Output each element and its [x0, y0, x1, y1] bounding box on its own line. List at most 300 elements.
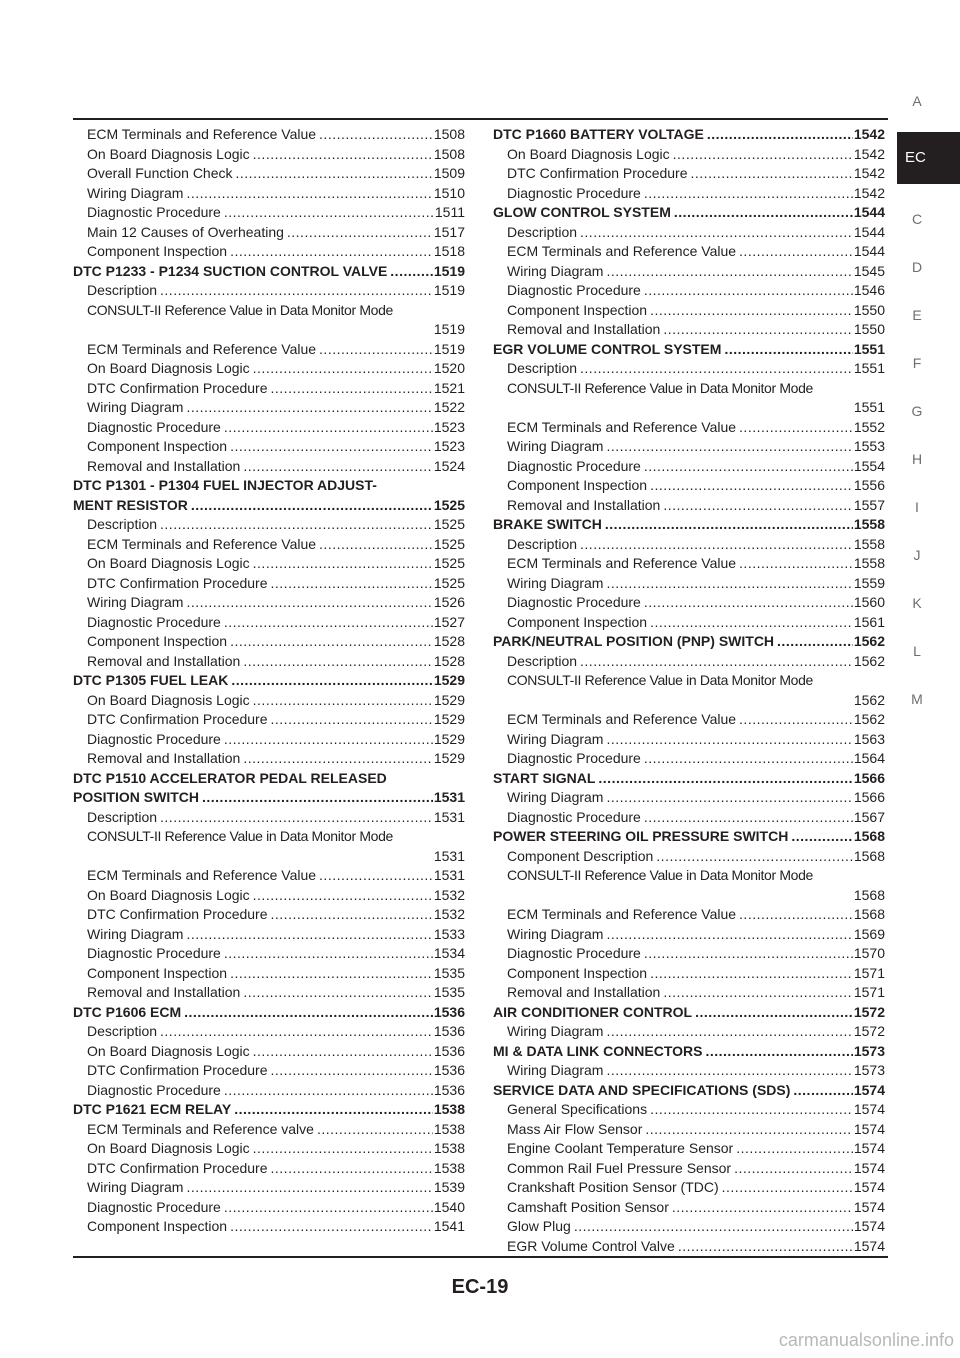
toc-page-number: 1518 — [433, 243, 465, 259]
dot-leader — [606, 574, 852, 594]
toc-entry-title: Component Inspection — [507, 477, 648, 493]
toc-page-number: 1526 — [433, 594, 465, 610]
toc-entry-title: Description — [507, 535, 578, 552]
toc-entry[interactable] — [73, 1159, 465, 1179]
toc-entry-title: Diagnostic Procedure — [507, 750, 641, 766]
toc-page-number: 1525 — [433, 535, 465, 552]
toc-entry-title: BRAKE SWITCH — [493, 516, 602, 532]
dot-leader — [672, 1198, 853, 1218]
dot-leader — [186, 184, 432, 204]
dot-leader — [793, 1081, 852, 1101]
dot-leader — [739, 242, 853, 262]
toc-entry[interactable] — [73, 866, 465, 886]
toc-page-number: 1532 — [433, 886, 465, 903]
dot-leader — [271, 1159, 433, 1179]
toc-right-column — [493, 125, 885, 1256]
section-tab-d[interactable]: D — [911, 259, 923, 275]
toc-entry[interactable] — [73, 983, 465, 1003]
dot-leader — [224, 613, 433, 633]
toc-entry[interactable] — [73, 301, 465, 340]
toc-entry-title: On Board Diagnosis Logic — [507, 145, 670, 162]
dot-leader — [224, 944, 433, 964]
toc-entry[interactable] — [493, 847, 885, 867]
dot-leader — [230, 1217, 433, 1237]
toc-entry[interactable] — [73, 905, 465, 925]
dot-leader — [243, 652, 433, 672]
toc-page-number: 1510 — [433, 184, 465, 201]
toc-entry-title: DTC Confirmation Procedure — [507, 165, 688, 181]
toc-entry[interactable] — [493, 1237, 885, 1257]
toc-entry-title: DTC P1621 ECM RELAY — [73, 1101, 232, 1117]
toc-entry-title: Wiring Diagram — [507, 1062, 604, 1078]
toc-page-number: 1521 — [433, 379, 465, 396]
section-tab-j[interactable]: J — [913, 547, 921, 563]
dot-leader — [644, 749, 853, 769]
toc-section-entry[interactable] — [73, 1100, 465, 1120]
toc-section-entry[interactable] — [493, 515, 885, 535]
toc-entry[interactable] — [73, 808, 465, 828]
section-tab-h[interactable]: H — [911, 451, 923, 467]
toc-entry[interactable] — [493, 1178, 885, 1198]
toc-entry[interactable] — [73, 886, 465, 906]
toc-entry-title: Diagnostic Procedure — [87, 945, 221, 961]
toc-entry-title: Wiring Diagram — [87, 594, 184, 610]
toc-entry[interactable] — [73, 554, 465, 574]
toc-entry[interactable] — [493, 866, 885, 905]
toc-page-number: 1552 — [853, 418, 885, 435]
toc-entry[interactable] — [73, 574, 465, 594]
toc-entry[interactable] — [73, 1042, 465, 1062]
toc-entry[interactable] — [493, 301, 885, 321]
dot-leader — [574, 1217, 853, 1237]
toc-page-number: 1554 — [853, 457, 885, 474]
toc-entry-title: Component Description — [507, 847, 654, 864]
toc-entry[interactable] — [73, 944, 465, 964]
toc-page-number: 1562 — [853, 711, 885, 727]
toc-entry[interactable] — [493, 145, 885, 165]
toc-entry[interactable] — [493, 983, 885, 1003]
dot-leader — [319, 866, 433, 886]
section-index-sidebar — [897, 92, 960, 738]
toc-entry-title: Component Inspection — [507, 301, 648, 318]
toc-page-number: 1558 — [853, 555, 885, 571]
toc-section-entry[interactable] — [493, 1042, 885, 1062]
section-tab-f[interactable]: F — [912, 355, 922, 371]
toc-page-number: 1536 — [433, 1081, 465, 1098]
toc-entry[interactable] — [493, 164, 885, 184]
toc-entry-title: Removal and Installation — [87, 750, 241, 766]
section-tab-ec[interactable]: EC — [897, 132, 960, 184]
dot-leader — [186, 1178, 432, 1198]
toc-page-number: 1539 — [433, 1179, 465, 1195]
toc-entry-title: Diagnostic Procedure — [87, 1198, 221, 1215]
toc-entry[interactable] — [73, 652, 465, 672]
toc-page-number: 1542 — [853, 145, 885, 162]
toc-entry-title: Component Inspection — [87, 1218, 228, 1234]
toc-page-number: 1568 — [853, 906, 885, 922]
section-tab-k[interactable]: K — [912, 595, 922, 611]
toc-page-number: 1529 — [433, 691, 465, 708]
dot-leader — [287, 223, 433, 243]
toc-entry-title: Description — [507, 223, 578, 240]
dot-leader — [230, 242, 433, 262]
toc-entry-title: Diagnostic Procedure — [87, 204, 221, 220]
dot-leader — [645, 1120, 852, 1140]
toc-entry[interactable] — [493, 242, 885, 262]
toc-entry-title: Removal and Installation — [87, 984, 241, 1000]
toc-entry[interactable] — [493, 1139, 885, 1159]
toc-entry[interactable] — [493, 418, 885, 438]
toc-entry[interactable] — [73, 535, 465, 555]
toc-page-number: 1529 — [433, 711, 465, 727]
toc-entry[interactable] — [493, 1159, 885, 1179]
dot-leader — [224, 730, 433, 750]
dot-leader — [663, 983, 853, 1003]
toc-page-number: 1519 — [433, 340, 465, 357]
toc-entry[interactable] — [493, 223, 885, 243]
toc-entry[interactable] — [493, 457, 885, 477]
toc-page-number: 1566 — [853, 769, 885, 786]
toc-entry[interactable] — [493, 496, 885, 516]
toc-entry[interactable] — [493, 964, 885, 984]
toc-entry-title: CONSULT-II Reference Value in Data Monitor Mode — [87, 828, 393, 844]
dot-leader — [253, 886, 433, 906]
toc-entry[interactable] — [493, 535, 885, 555]
toc-entry[interactable] — [493, 905, 885, 925]
toc-page-number: 1563 — [853, 730, 885, 747]
dot-leader — [271, 574, 433, 594]
toc-entry[interactable] — [73, 1217, 465, 1237]
toc-entry[interactable] — [73, 125, 465, 145]
toc-entry-title: Diagnostic Procedure — [507, 457, 641, 474]
toc-section-entry[interactable] — [493, 632, 885, 652]
toc-page-number: 1540 — [433, 1198, 465, 1215]
toc-entry[interactable] — [493, 1022, 885, 1042]
toc-entry-title: Removal and Installation — [507, 984, 661, 1000]
dot-leader — [705, 1042, 852, 1062]
dot-leader — [674, 203, 853, 223]
toc-entry[interactable] — [73, 691, 465, 711]
dot-leader — [234, 1100, 433, 1120]
toc-page-number: 1525 — [433, 555, 465, 571]
toc-page-number: 1557 — [853, 496, 885, 513]
toc-page-number: 1536 — [433, 1042, 465, 1059]
toc-entry[interactable] — [73, 184, 465, 204]
toc-entry-title: On Board Diagnosis Logic — [87, 555, 250, 571]
toc-section-entry[interactable] — [493, 827, 885, 847]
toc-page-number: 1551 — [853, 340, 885, 357]
toc-entry[interactable] — [73, 242, 465, 262]
toc-page-number: 1528 — [433, 633, 465, 649]
toc-entry[interactable] — [493, 1100, 885, 1120]
dot-leader — [650, 301, 853, 321]
toc-entry[interactable] — [73, 359, 465, 379]
toc-page-number: 1545 — [853, 262, 885, 279]
toc-section-entry[interactable] — [73, 769, 465, 808]
toc-entry[interactable] — [493, 749, 885, 769]
toc-entry[interactable] — [73, 457, 465, 477]
toc-entry-title: Wiring Diagram — [87, 1179, 184, 1195]
toc-entry-title: Wiring Diagram — [507, 730, 604, 747]
dot-leader — [160, 281, 433, 301]
toc-entry[interactable] — [73, 925, 465, 945]
dot-leader — [678, 1237, 853, 1257]
toc-entry-title: CONSULT-II Reference Value in Data Monitor Mode — [507, 379, 813, 396]
toc-entry[interactable] — [73, 281, 465, 301]
toc-page-number: 1527 — [433, 613, 465, 630]
toc-page-number: 1562 — [853, 691, 885, 708]
toc-entry[interactable] — [73, 203, 465, 223]
toc-entry[interactable] — [73, 340, 465, 360]
toc-entry[interactable] — [493, 437, 885, 457]
toc-page-number: 1525 — [433, 516, 465, 532]
toc-entry[interactable] — [493, 730, 885, 750]
toc-entry[interactable] — [493, 281, 885, 301]
toc-section-entry[interactable] — [493, 1081, 885, 1101]
toc-page-number: 1532 — [433, 906, 465, 922]
section-tab-m[interactable]: M — [911, 691, 923, 707]
toc-page-number: 1544 — [853, 223, 885, 240]
toc-entry-title: AIR CONDITIONER CONTROL — [493, 1003, 693, 1020]
toc-entry[interactable] — [493, 1120, 885, 1140]
section-tab-a[interactable]: A — [912, 93, 922, 109]
toc-section-entry[interactable] — [493, 1003, 885, 1023]
page-number: EC-19 — [451, 1276, 509, 1298]
toc-entry[interactable] — [493, 262, 885, 282]
toc-entry-title: Description — [87, 516, 158, 532]
toc-entry[interactable] — [493, 184, 885, 204]
toc-page-number: 1511 — [434, 204, 465, 220]
dot-leader — [243, 457, 433, 477]
toc-entry-title: On Board Diagnosis Logic — [87, 886, 250, 903]
toc-entry-title: Wiring Diagram — [507, 574, 604, 591]
dot-leader — [160, 808, 433, 828]
toc-entry[interactable] — [73, 145, 465, 165]
toc-entry[interactable] — [73, 749, 465, 769]
toc-entry[interactable] — [493, 808, 885, 828]
dot-leader — [243, 983, 433, 1003]
toc-entry-title: CONSULT-II Reference Value in Data Monitor Mode — [87, 301, 393, 318]
toc-entry-title: MENT RESISTOR — [73, 496, 188, 513]
toc-entry[interactable] — [493, 1198, 885, 1218]
toc-page-number: 1556 — [853, 477, 885, 493]
toc-entry[interactable] — [73, 1198, 465, 1218]
toc-entry-title: Wiring Diagram — [507, 789, 604, 805]
toc-page-number: 1567 — [853, 808, 885, 825]
toc-entry-title: Description — [507, 652, 578, 669]
dot-leader — [605, 515, 853, 535]
dot-leader — [230, 964, 433, 984]
toc-entry-title: START SIGNAL — [493, 769, 596, 786]
dot-leader — [663, 496, 853, 516]
toc-entry[interactable] — [493, 574, 885, 594]
toc-entry[interactable] — [493, 613, 885, 633]
toc-entry-title: Description — [87, 808, 158, 825]
toc-entry[interactable] — [73, 593, 465, 613]
dot-leader — [253, 1139, 433, 1159]
toc-page-number: 1568 — [853, 828, 885, 844]
section-tab-l[interactable]: L — [913, 643, 921, 659]
dot-leader — [243, 749, 433, 769]
toc-section-entry[interactable] — [73, 262, 465, 282]
toc-entry[interactable] — [493, 554, 885, 574]
toc-page-number: 1562 — [853, 633, 885, 649]
toc-entry[interactable] — [73, 1178, 465, 1198]
toc-entry[interactable] — [493, 1217, 885, 1237]
toc-entry[interactable] — [73, 437, 465, 457]
toc-entry[interactable] — [73, 379, 465, 399]
toc-entry[interactable] — [73, 223, 465, 243]
toc-section-entry[interactable] — [493, 203, 885, 223]
toc-entry[interactable] — [493, 671, 885, 710]
toc-page-number: 1535 — [433, 964, 465, 981]
toc-page-number: 1519 — [433, 262, 465, 279]
toc-entry[interactable] — [73, 827, 465, 866]
toc-entry-title: Overall Function Check — [87, 165, 233, 181]
toc-entry-title: ECM Terminals and Reference Value — [87, 535, 317, 552]
dot-leader — [739, 554, 853, 574]
toc-entry[interactable] — [73, 613, 465, 633]
toc-page-number: 1525 — [433, 496, 465, 513]
toc-entry[interactable] — [493, 788, 885, 808]
toc-page-number: 1536 — [433, 1003, 465, 1020]
toc-entry[interactable] — [493, 476, 885, 496]
section-tab-e[interactable]: E — [912, 307, 922, 323]
toc-entry[interactable] — [493, 359, 885, 379]
dot-leader — [644, 281, 853, 301]
toc-entry-title: Component Inspection — [87, 438, 228, 454]
dot-leader — [231, 671, 433, 691]
dot-leader — [191, 496, 433, 516]
toc-entry-title: On Board Diagnosis Logic — [87, 145, 250, 162]
dot-leader — [224, 1198, 433, 1218]
dot-leader — [160, 515, 433, 535]
toc-entry[interactable] — [493, 593, 885, 613]
toc-page-number: 1566 — [853, 789, 885, 805]
toc-section-entry[interactable] — [493, 769, 885, 789]
toc-entry-title: ECM Terminals and Reference Value — [507, 555, 737, 571]
toc-page-number: 1531 — [433, 789, 465, 805]
toc-entry[interactable] — [73, 1139, 465, 1159]
toc-entry[interactable] — [493, 320, 885, 340]
toc-entry[interactable] — [493, 944, 885, 964]
dot-leader — [644, 944, 853, 964]
dot-leader — [224, 418, 433, 438]
toc-entry[interactable] — [73, 1022, 465, 1042]
dot-leader — [580, 652, 853, 672]
toc-page-number: 1538 — [433, 1140, 465, 1156]
toc-section-entry[interactable] — [493, 125, 885, 145]
toc-entry-title: CONSULT-II Reference Value in Data Monitor Mode — [507, 672, 813, 688]
toc-section-entry[interactable] — [73, 671, 465, 691]
dot-leader — [691, 164, 853, 184]
toc-page-number: 1519 — [433, 321, 465, 337]
toc-entry-title: DTC P1233 - P1234 SUCTION CONTROL VALVE — [73, 262, 388, 279]
dot-leader — [319, 535, 433, 555]
toc-page-number: 1538 — [433, 1120, 465, 1137]
section-tab-i[interactable]: I — [915, 499, 919, 515]
toc-page-number: 1573 — [853, 1062, 885, 1078]
toc-page-number: 1542 — [853, 126, 885, 142]
toc-page-number: 1574 — [853, 1159, 885, 1176]
toc-page-number: 1574 — [853, 1179, 885, 1195]
toc-entry-title: Engine Coolant Temperature Sensor — [507, 1140, 734, 1156]
dot-leader — [606, 788, 852, 808]
dot-leader — [650, 1100, 853, 1120]
toc-entry-title: Diagnostic Procedure — [507, 594, 641, 610]
section-tab-c[interactable]: C — [911, 211, 923, 227]
dot-leader — [271, 905, 433, 925]
section-tab-g[interactable]: G — [911, 403, 923, 419]
toc-entry-title: Diagnostic Procedure — [507, 282, 641, 298]
toc-page-number: 1517 — [433, 223, 465, 240]
toc-entry-title: Wiring Diagram — [507, 1023, 604, 1039]
toc-entry[interactable] — [493, 652, 885, 672]
toc-entry[interactable] — [73, 730, 465, 750]
toc-page-number: 1534 — [433, 945, 465, 961]
toc-entry[interactable] — [73, 710, 465, 730]
dot-leader — [598, 769, 852, 789]
dot-leader — [673, 145, 853, 165]
toc-entry[interactable] — [73, 398, 465, 418]
toc-entry[interactable] — [73, 964, 465, 984]
dot-leader — [230, 437, 433, 457]
toc-section-entry[interactable] — [493, 340, 885, 360]
toc-page-number: 1574 — [853, 1218, 885, 1234]
toc-entry[interactable] — [73, 1081, 465, 1101]
toc-entry[interactable] — [493, 925, 885, 945]
toc-entry[interactable] — [73, 164, 465, 184]
toc-page-number: 1536 — [433, 1023, 465, 1039]
toc-page-number: 1508 — [433, 145, 465, 162]
toc-page-number: 1568 — [853, 886, 885, 903]
toc-entry[interactable] — [73, 1120, 465, 1140]
toc-entry[interactable] — [73, 515, 465, 535]
watermark: carmanualsonline.info — [778, 1330, 954, 1350]
toc-entry-title: On Board Diagnosis Logic — [87, 691, 250, 708]
toc-page-number: 1572 — [853, 1003, 885, 1020]
dot-leader — [606, 1022, 852, 1042]
dot-leader — [739, 418, 853, 438]
dot-leader — [319, 340, 433, 360]
toc-entry[interactable] — [493, 710, 885, 730]
toc-entry-title: Removal and Installation — [507, 496, 661, 513]
toc-page-number: 1574 — [853, 1081, 885, 1098]
toc-entry[interactable] — [73, 418, 465, 438]
toc-entry[interactable] — [493, 379, 885, 418]
toc-entry[interactable] — [73, 632, 465, 652]
toc-page-number: 1533 — [433, 925, 465, 942]
toc-entry-title: Wiring Diagram — [507, 438, 604, 454]
toc-entry[interactable] — [73, 1061, 465, 1081]
toc-section-entry[interactable] — [73, 476, 465, 515]
toc-page-number: 1531 — [433, 808, 465, 825]
toc-entry[interactable] — [493, 1061, 885, 1081]
dot-leader — [271, 1061, 433, 1081]
toc-entry-title: General Specifications — [507, 1101, 648, 1117]
toc-section-entry[interactable] — [73, 1003, 465, 1023]
toc-entry-title: ECM Terminals and Reference Value — [507, 418, 737, 435]
toc-left-column — [73, 125, 465, 1237]
toc-entry-title: Diagnostic Procedure — [507, 945, 641, 961]
dot-leader — [644, 593, 853, 613]
toc-page-number: 1551 — [853, 360, 885, 376]
toc-page-number: 1535 — [433, 984, 465, 1000]
dot-leader — [644, 184, 853, 204]
toc-entry-title: DTC Confirmation Procedure — [87, 906, 268, 922]
toc-page-number: 1531 — [433, 847, 465, 864]
dot-leader — [644, 808, 853, 828]
